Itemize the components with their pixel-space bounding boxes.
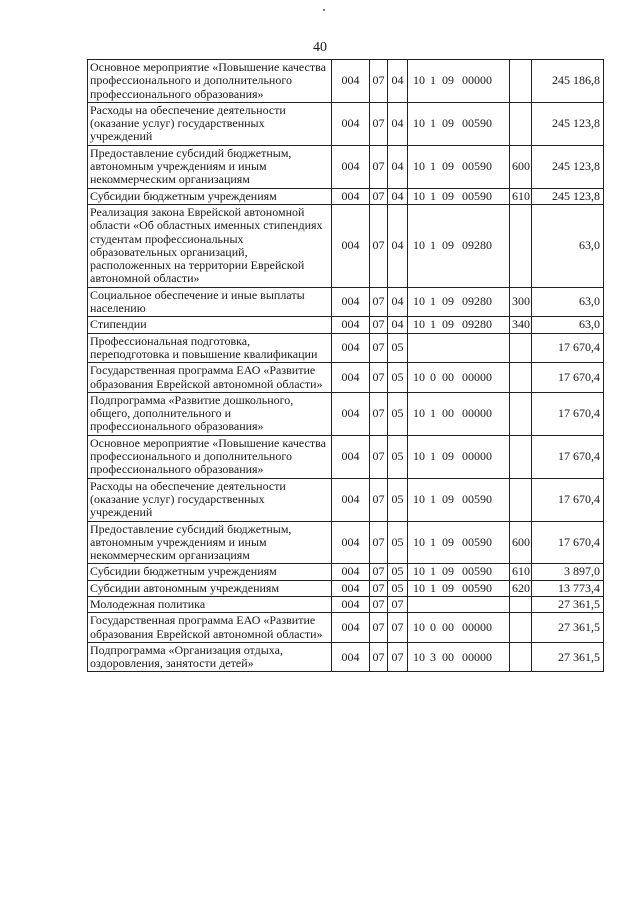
code-part: 00590 [462,580,492,595]
page-number: 40 [313,40,327,55]
expense-type-code [510,204,532,287]
table-row [88,521,604,564]
glav-code: 004 [332,333,370,363]
table-row [88,478,604,521]
glav-code: 004 [332,478,370,521]
code-part: 00 [442,406,454,421]
code-part: 09 [442,188,454,203]
code-part: 00 [442,649,454,664]
section-code: 07 [370,596,388,612]
row-name: Субсидии бюджетным учреждениям [88,564,332,580]
code-part: 09 [442,73,454,88]
expense-type-code: 610 [510,188,532,204]
code-part: 1 [430,238,436,253]
code-part: 09 [442,116,454,131]
code-part: 00590 [462,159,492,174]
expense-type-code [510,596,532,612]
amount: 17 670,4 [532,521,604,564]
section-code: 07 [370,333,388,363]
code-part: 10 [413,564,425,579]
target-article-code [408,642,510,672]
amount: 13 773,4 [532,580,604,596]
target-article-code [408,287,510,317]
glav-code: 004 [332,204,370,287]
row-name: Стипендии [88,317,332,333]
row-name: Подпрограмма «Организация отдыха, оздоровления, занятости детей» [88,642,332,672]
code-part: 00590 [462,491,492,506]
code-part: 10 [413,317,425,332]
table-body [88,60,604,672]
expense-type-code: 600 [510,521,532,564]
amount: 27 361,5 [532,613,604,643]
section-code: 07 [370,60,388,103]
table-row [88,596,604,612]
glav-code: 004 [332,596,370,612]
glav-code: 004 [332,102,370,145]
code-part: 00590 [462,188,492,203]
code-part: 09 [442,491,454,506]
code-part: 00000 [462,73,492,88]
expense-type-code [510,363,532,393]
table-row [88,363,604,393]
table-row [88,392,604,435]
amount: 245 123,8 [532,145,604,188]
target-article-code [408,478,510,521]
section-code: 07 [370,580,388,596]
amount: 245 186,8 [532,60,604,103]
code-part: 10 [413,649,425,664]
section-code: 07 [370,287,388,317]
code-part: 10 [413,369,425,384]
expense-type-code: 340 [510,317,532,333]
amount: 63,0 [532,287,604,317]
expense-type-code [510,613,532,643]
code-part: 10 [413,491,425,506]
row-name: Основное мероприятие «Повышение качества профессионального и дополнительного профессионального образования» [88,435,332,478]
section-code: 07 [370,363,388,393]
code-part: 1 [430,580,436,595]
code-part: 10 [413,534,425,549]
table-row [88,287,604,317]
subsection-code: 04 [388,188,408,204]
code-part: 00590 [462,116,492,131]
row-name: Социальное обеспечение и иные выплаты населению [88,287,332,317]
code-part: 09 [442,238,454,253]
code-part: 1 [430,317,436,332]
target-article-code [408,363,510,393]
row-name: Предоставление субсидий бюджетным, автономным учреждениям и иным некоммерческим организациям [88,521,332,564]
subsection-code: 04 [388,102,408,145]
target-article-code [408,317,510,333]
section-code: 07 [370,613,388,643]
code-part: 00590 [462,564,492,579]
glav-code: 004 [332,613,370,643]
row-name: Расходы на обеспечение деятельности (оказание услуг) государственных учреждений [88,478,332,521]
code-part: 1 [430,406,436,421]
glav-code: 004 [332,564,370,580]
target-article-code [408,521,510,564]
row-name: Подпрограмма «Развитие дошкольного, общего, дополнительного и профессионального образования» [88,392,332,435]
subsection-code: 07 [388,613,408,643]
code-part: 3 [430,649,436,664]
code-part: 10 [413,294,425,309]
code-part: 09 [442,159,454,174]
subsection-code: 07 [388,642,408,672]
glav-code: 004 [332,60,370,103]
amount: 17 670,4 [532,333,604,363]
code-part: 09280 [462,294,492,309]
expense-type-code: 300 [510,287,532,317]
row-name: Расходы на обеспечение деятельности (оказание услуг) государственных учреждений [88,102,332,145]
table-row [88,102,604,145]
code-part: 10 [413,238,425,253]
subsection-code: 05 [388,363,408,393]
expense-type-code [510,435,532,478]
expense-type-code [510,478,532,521]
subsection-code: 05 [388,435,408,478]
target-article-code [408,580,510,596]
section-code: 07 [370,145,388,188]
section-code: 07 [370,521,388,564]
glav-code: 004 [332,642,370,672]
expense-type-code [510,60,532,103]
code-part: 00000 [462,369,492,384]
subsection-code: 05 [388,580,408,596]
code-part: 09280 [462,238,492,253]
target-article-code [408,333,510,363]
subsection-code: 04 [388,145,408,188]
expense-type-code: 620 [510,580,532,596]
amount: 245 123,8 [532,188,604,204]
code-part: 1 [430,73,436,88]
row-name: Молодежная политика [88,596,332,612]
table-row [88,145,604,188]
subsection-code: 04 [388,287,408,317]
target-article-code [408,435,510,478]
amount: 27 361,5 [532,642,604,672]
section-code: 07 [370,478,388,521]
glav-code: 004 [332,287,370,317]
section-code: 07 [370,204,388,287]
glav-code: 004 [332,188,370,204]
code-part: 1 [430,449,436,464]
code-part: 10 [413,406,425,421]
code-part: 10 [413,188,425,203]
table-row [88,317,604,333]
section-code: 07 [370,102,388,145]
code-part: 1 [430,159,436,174]
code-part: 1 [430,564,436,579]
subsection-code: 05 [388,333,408,363]
section-code: 07 [370,317,388,333]
glav-code: 004 [332,580,370,596]
code-part: 1 [430,491,436,506]
section-code: 07 [370,392,388,435]
row-name: Государственная программа ЕАО «Развитие образования Еврейской автономной области» [88,363,332,393]
glav-code: 004 [332,145,370,188]
section-code: 07 [370,188,388,204]
table-row [88,204,604,287]
target-article-code [408,60,510,103]
glav-code: 004 [332,317,370,333]
amount: 17 670,4 [532,392,604,435]
table-row [88,580,604,596]
code-part: 09 [442,580,454,595]
code-part: 00000 [462,619,492,634]
code-part: 09280 [462,317,492,332]
amount: 17 670,4 [532,478,604,521]
code-part: 10 [413,449,425,464]
subsection-code: 05 [388,478,408,521]
target-article-code [408,596,510,612]
code-part: 00590 [462,534,492,549]
amount: 245 123,8 [532,102,604,145]
expense-type-code [510,642,532,672]
amount: 63,0 [532,317,604,333]
glav-code: 004 [332,521,370,564]
code-part: 10 [413,580,425,595]
amount: 17 670,4 [532,363,604,393]
scan-speck [323,9,325,11]
row-name: Профессиональная подготовка, переподготовка и повышение квалификации [88,333,332,363]
target-article-code [408,145,510,188]
subsection-code: 07 [388,596,408,612]
subsection-code: 05 [388,521,408,564]
glav-code: 004 [332,392,370,435]
code-part: 1 [430,534,436,549]
row-name: Предоставление субсидий бюджетным, автономным учреждениям и иным некоммерческим организациям [88,145,332,188]
code-part: 00 [442,619,454,634]
expense-type-code [510,333,532,363]
expense-type-code [510,102,532,145]
target-article-code [408,564,510,580]
table-row [88,564,604,580]
table-row [88,188,604,204]
code-part: 09 [442,449,454,464]
code-part: 10 [413,619,425,634]
subsection-code: 05 [388,392,408,435]
code-part: 09 [442,564,454,579]
subsection-code: 04 [388,204,408,287]
code-part: 1 [430,116,436,131]
table-row [88,60,604,103]
code-part: 10 [413,159,425,174]
row-name: Реализация закона Еврейской автономной области «Об областных именных стипендиях студентам профессиональных образовательных организаций, расположенных на территории Еврейской автономной области» [88,204,332,287]
code-part: 0 [430,369,436,384]
code-part: 00000 [462,406,492,421]
budget-table [87,59,604,672]
code-part: 00000 [462,449,492,464]
subsection-code: 04 [388,60,408,103]
subsection-code: 04 [388,317,408,333]
code-part: 00000 [462,649,492,664]
code-part: 1 [430,188,436,203]
table-row [88,435,604,478]
glav-code: 004 [332,363,370,393]
table-row [88,613,604,643]
row-name: Основное мероприятие «Повышение качества профессионального и дополнительного профессионального образования» [88,60,332,103]
code-part: 09 [442,534,454,549]
target-article-code [408,392,510,435]
code-part: 09 [442,317,454,332]
expense-type-code [510,392,532,435]
target-article-code [408,204,510,287]
glav-code: 004 [332,435,370,478]
row-name: Субсидии автономным учреждениям [88,580,332,596]
section-code: 07 [370,564,388,580]
code-part: 09 [442,294,454,309]
amount: 63,0 [532,204,604,287]
section-code: 07 [370,642,388,672]
target-article-code [408,613,510,643]
amount: 17 670,4 [532,435,604,478]
table-row [88,642,604,672]
code-part: 10 [413,116,425,131]
expense-type-code: 600 [510,145,532,188]
amount: 27 361,5 [532,596,604,612]
row-name: Субсидии бюджетным учреждениям [88,188,332,204]
code-part: 0 [430,619,436,634]
target-article-code [408,188,510,204]
subsection-code: 05 [388,564,408,580]
code-part: 00 [442,369,454,384]
code-part: 10 [413,73,425,88]
amount: 3 897,0 [532,564,604,580]
table-row [88,333,604,363]
row-name: Государственная программа ЕАО «Развитие образования Еврейской автономной области» [88,613,332,643]
code-part: 1 [430,294,436,309]
target-article-code [408,102,510,145]
expense-type-code: 610 [510,564,532,580]
section-code: 07 [370,435,388,478]
